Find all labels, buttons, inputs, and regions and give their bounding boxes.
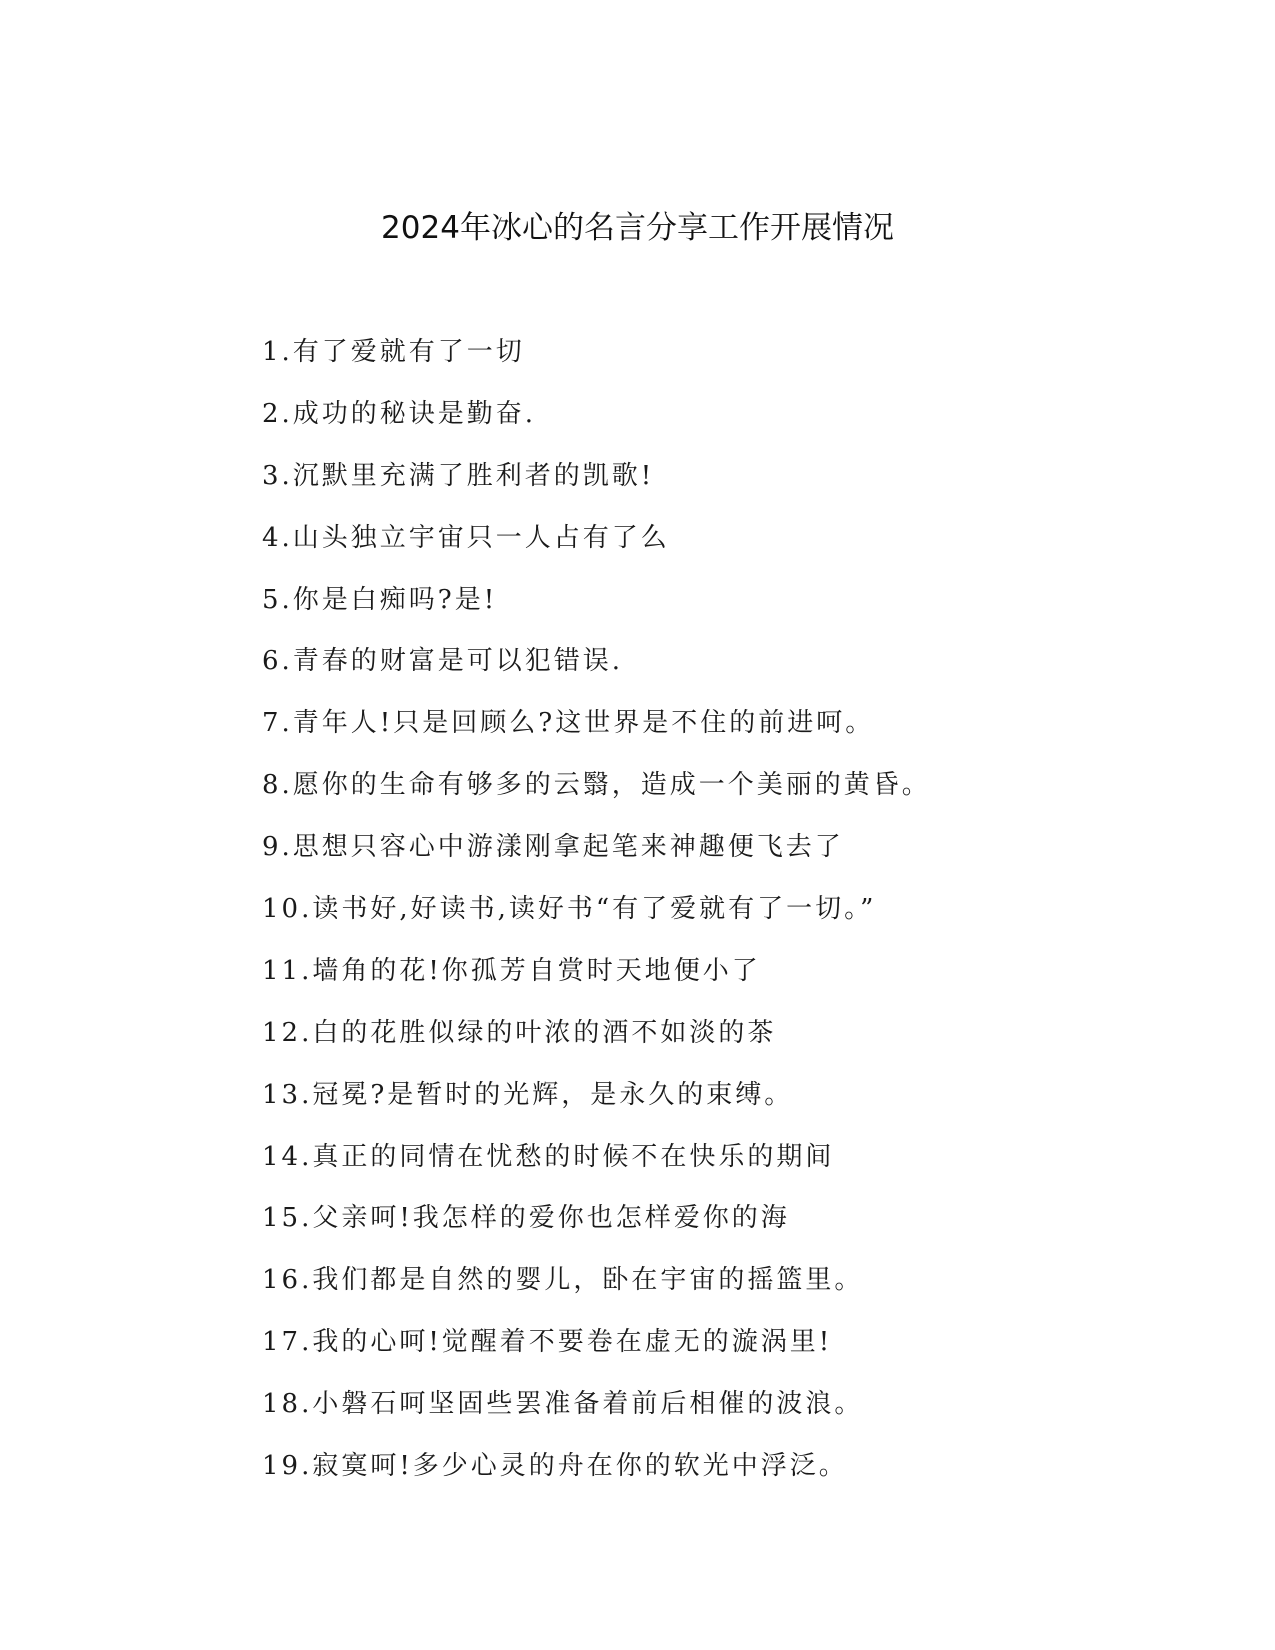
quote-item: 2.成功的秘诀是勤奋. [262,398,537,429]
quote-item: 5.你是白痴吗?是! [262,584,498,615]
quote-item: 17.我的心呵!觉醒着不要卷在虚无的漩涡里! [262,1327,833,1358]
quote-item: 16.我们都是自然的婴儿，卧在宇宙的摇篮里。 [262,1265,864,1296]
page-title: 2024年冰心的名言分享工作开展情况 [381,210,894,246]
quote-item: 4.山头独立宇宙只一人占有了么 [262,522,670,553]
quote-item: 12.白的花胜似绿的叶浓的酒不如淡的茶 [262,1017,777,1048]
quote-item: 13.冠冕?是暂时的光辉，是永久的束缚。 [262,1079,794,1110]
quote-item: 9.思想只容心中游漾刚拿起笔来神趣便飞去了 [262,832,844,863]
quote-item: 18.小磐石呵坚固些罢准备着前后相催的波浪。 [262,1389,864,1420]
quote-item: 19.寂寞呵!多少心灵的舟在你的软光中浮泛。 [262,1451,848,1482]
quote-item: 7.青年人!只是回顾么?这世界是不住的前进呵。 [262,708,875,739]
quote-item: 1.有了爱就有了一切 [262,337,525,367]
quote-item: 8.愿你的生命有够多的云翳，造成一个美丽的黄昏。 [262,770,931,801]
quote-item: 10.读书好,好读书,读好书“有了爱就有了一切。” [262,894,877,925]
quote-item: 11.墙角的花!你孤芳自赏时天地便小了 [262,955,761,986]
quote-item: 6.青春的财富是可以犯错误. [262,646,624,677]
quote-item: 3.沉默里充满了胜利者的凯歌! [262,460,655,491]
quote-item: 15.父亲呵!我怎样的爱你也怎样爱你的海 [262,1203,790,1234]
quote-list [262,330,1222,1506]
quote-item: 14.真正的同情在忧愁的时候不在快乐的期间 [262,1141,835,1172]
